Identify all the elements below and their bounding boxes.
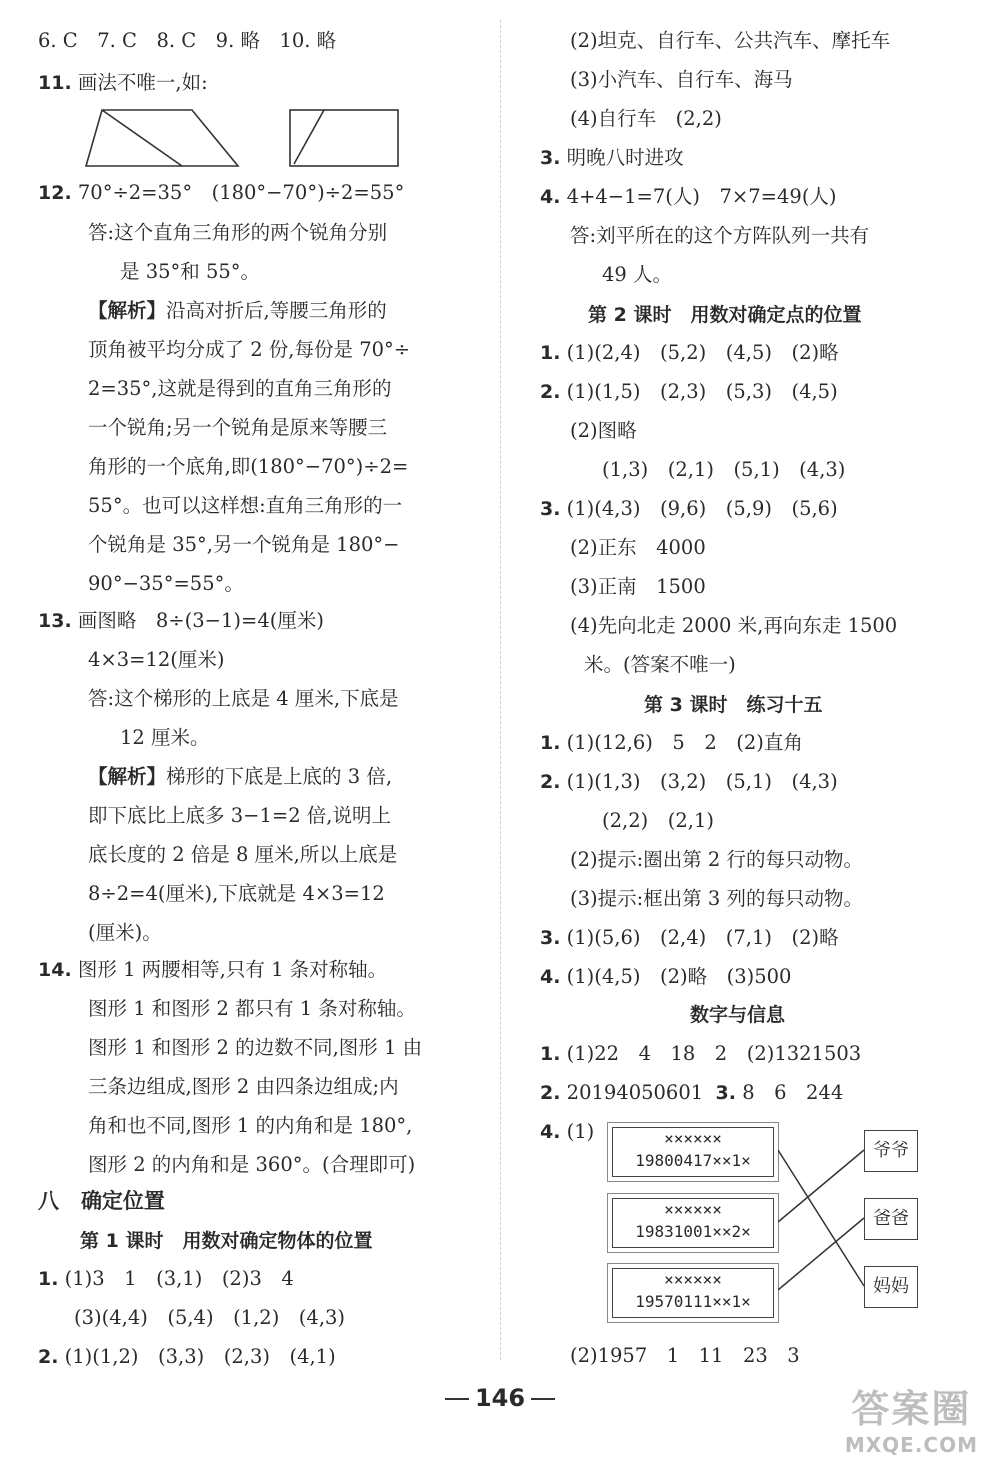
l2q3-line2: (2)正东 4000 (570, 536, 706, 559)
id-box-3 (612, 1268, 774, 1318)
column-divider (500, 20, 501, 1360)
q12-jiexi3: 2=35°,这就是得到的直角三角形的 (88, 377, 392, 400)
rectangle-cut-line (294, 110, 324, 164)
l3q2-line4: (3)提示:框出第 3 列的每只动物。 (570, 887, 863, 910)
l2q3-line4: (4)先向北走 2000 米,再向东走 1500 (570, 614, 898, 637)
l2q2-line2: (2)图略 (570, 419, 637, 442)
iq2-iq3: 2. 20194050601 3. 8 6 244 (540, 1081, 844, 1104)
q13-line2: 4×3=12(厘米) (88, 648, 225, 671)
q12-jiexi4: 一个锐角;另一个锐角是原来等腰三 (88, 416, 388, 439)
watermark-bottom: MXQE.COM (844, 1433, 978, 1457)
l3q2-line2: (2,2) (2,1) (602, 809, 714, 832)
l3q1: 1. (1)(12,6) 5 2 (2)直角 (540, 731, 803, 754)
q13-jiexi5: (厘米)。 (88, 921, 162, 944)
l3q2-line1: 2. (1)(1,3) (3,2) (5,1) (4,3) (540, 770, 838, 793)
id-box-1-top: ×××××× (664, 1129, 722, 1148)
page-number: 146 (0, 1384, 1000, 1412)
q12-jiexi7: 个锐角是 35°,另一个锐角是 180°− (88, 533, 400, 556)
info-title: 数字与信息 (690, 1004, 786, 1026)
l1q2-line1: 2. (1)(1,2) (3,3) (2,3) (4,1) (38, 1345, 336, 1368)
q11: 11. 画法不唯一,如: (38, 71, 208, 94)
l2q3-line1: 3. (1)(4,3) (9,6) (5,9) (5,6) (540, 497, 838, 520)
l1q3: 3. 明晚八时进攻 (540, 146, 684, 169)
l2q3-line3: (3)正南 1500 (570, 575, 706, 598)
l2q2-line3: (1,3) (2,1) (5,1) (4,3) (602, 458, 846, 481)
q14-line3: 图形 1 和图形 2 的边数不同,图形 1 由 (88, 1036, 423, 1059)
match-line-box1-mama (778, 1150, 864, 1286)
id-box-1 (612, 1127, 774, 1177)
matching-lines (778, 1120, 868, 1320)
q12-jiexi6: 55°。也可以这样想:直角三角形的一 (88, 494, 403, 517)
q13-answer1: 答:这个梯形的上底是 4 厘米,下底是 (88, 687, 399, 710)
iq1: 1. (1)22 4 18 2 (2)1321503 (540, 1042, 862, 1065)
l1q2-part2: (2)坦克、自行车、公共汽车、摩托车 (570, 29, 891, 52)
id-box-3-top: ×××××× (664, 1270, 722, 1289)
l2q1: 1. (1)(2,4) (5,2) (4,5) (2)略 (540, 341, 839, 364)
id-box-2 (612, 1198, 774, 1248)
q13-jiexi3: 底长度的 2 倍是 8 厘米,所以上底是 (88, 843, 398, 866)
q14-line6: 图形 2 的内角和是 360°。(合理即可) (88, 1153, 416, 1176)
q12-answer2: 是 35°和 55°。 (120, 260, 261, 283)
q13-line1: 13. 画图略 8÷(3−1)=4(厘米) (38, 609, 324, 632)
q13-jiexi2: 即下底比上底多 3−1=2 倍,说明上 (88, 804, 391, 827)
match-line-box2-yeye (778, 1150, 864, 1222)
id-box-2-top: ×××××× (664, 1200, 722, 1219)
q12-answer1: 答:这个直角三角形的两个锐角分别 (88, 221, 388, 244)
l1q1-line2: (3)(4,4) (5,4) (1,2) (4,3) (74, 1306, 346, 1329)
answers-6-10: 6. C 7. C 8. C 9. 略 10. 略 (38, 29, 337, 52)
q12-line1: 12. 70°÷2=35° (180°−70°)÷2=55° (38, 181, 405, 204)
q13-answer2: 12 厘米。 (120, 726, 210, 749)
q12-jiexi1: 【解析】沿高对折后,等腰三角形的 (88, 299, 387, 322)
id-box-2-bottom: 19831001××2× (635, 1222, 751, 1241)
rectangle-shape (290, 110, 398, 166)
label-yeye: 爷爷 (864, 1130, 918, 1172)
l3q3: 3. (1)(5,6) (2,4) (7,1) (2)略 (540, 926, 839, 949)
iq4-part2: (2)1957 1 11 23 3 (570, 1344, 800, 1367)
q13-jiexi4: 8÷2=4(厘米),下底就是 4×3=12 (88, 882, 385, 905)
q14-line5: 角和也不同,图形 1 的内角和是 180°, (88, 1114, 413, 1137)
lesson1-title: 第 1 课时 用数对确定物体的位置 (80, 1230, 373, 1252)
l2q2-line1: 2. (1)(1,5) (2,3) (5,3) (4,5) (540, 380, 838, 403)
q14-line1: 14. 图形 1 两腰相等,只有 1 条对称轴。 (38, 958, 388, 981)
l1q2-part4: (4)自行车 (2,2) (570, 107, 722, 130)
q14-line4: 三条边组成,图形 2 由四条边组成;内 (88, 1075, 399, 1098)
label-mama: 妈妈 (864, 1266, 918, 1308)
q14-line2: 图形 1 和图形 2 都只有 1 条对称轴。 (88, 997, 416, 1020)
l1q4-answer2: 49 人。 (602, 263, 673, 286)
label-baba: 爸爸 (864, 1198, 918, 1240)
unit8-heading: 八 确定位置 (38, 1189, 165, 1213)
l1q4-answer1: 答:刘平所在的这个方阵队列一共有 (570, 224, 870, 247)
q12-jiexi8: 90°−35°=55°。 (88, 572, 244, 595)
l3q2-line3: (2)提示:圈出第 2 行的每只动物。 (570, 848, 863, 871)
q13-jiexi1: 【解析】梯形的下底是上底的 3 倍, (88, 765, 393, 788)
l3q4: 4. (1)(4,5) (2)略 (3)500 (540, 965, 792, 988)
q12-jiexi2: 顶角被平均分成了 2 份,每份是 70°÷ (88, 338, 411, 361)
lesson3-title: 第 3 课时 练习十五 (644, 694, 823, 716)
parallelogram-shape (86, 110, 238, 166)
q12-jiexi5: 角形的一个底角,即(180°−70°)÷2= (88, 455, 409, 478)
l2q3-line5: 米。(答案不唯一) (584, 653, 736, 676)
match-line-box3-baba (778, 1218, 864, 1290)
parallelogram-cut-line (102, 110, 182, 166)
watermark-top: 答案圈 (851, 1387, 972, 1431)
iq4-label: 4. (1) (540, 1120, 595, 1143)
l1q2-part3: (3)小汽车、自行车、海马 (570, 68, 793, 91)
lesson2-title: 第 2 课时 用数对确定点的位置 (588, 304, 862, 326)
l1q4-line1: 4. 4+4−1=7(人) 7×7=49(人) (540, 185, 837, 208)
id-box-1-bottom: 19800417××1× (635, 1151, 751, 1170)
q11-figures (82, 108, 402, 170)
watermark-logo (845, 1378, 978, 1457)
id-box-3-bottom: 19570111××1× (635, 1292, 751, 1311)
l1q1-line1: 1. (1)3 1 (3,1) (2)3 4 (38, 1267, 294, 1290)
